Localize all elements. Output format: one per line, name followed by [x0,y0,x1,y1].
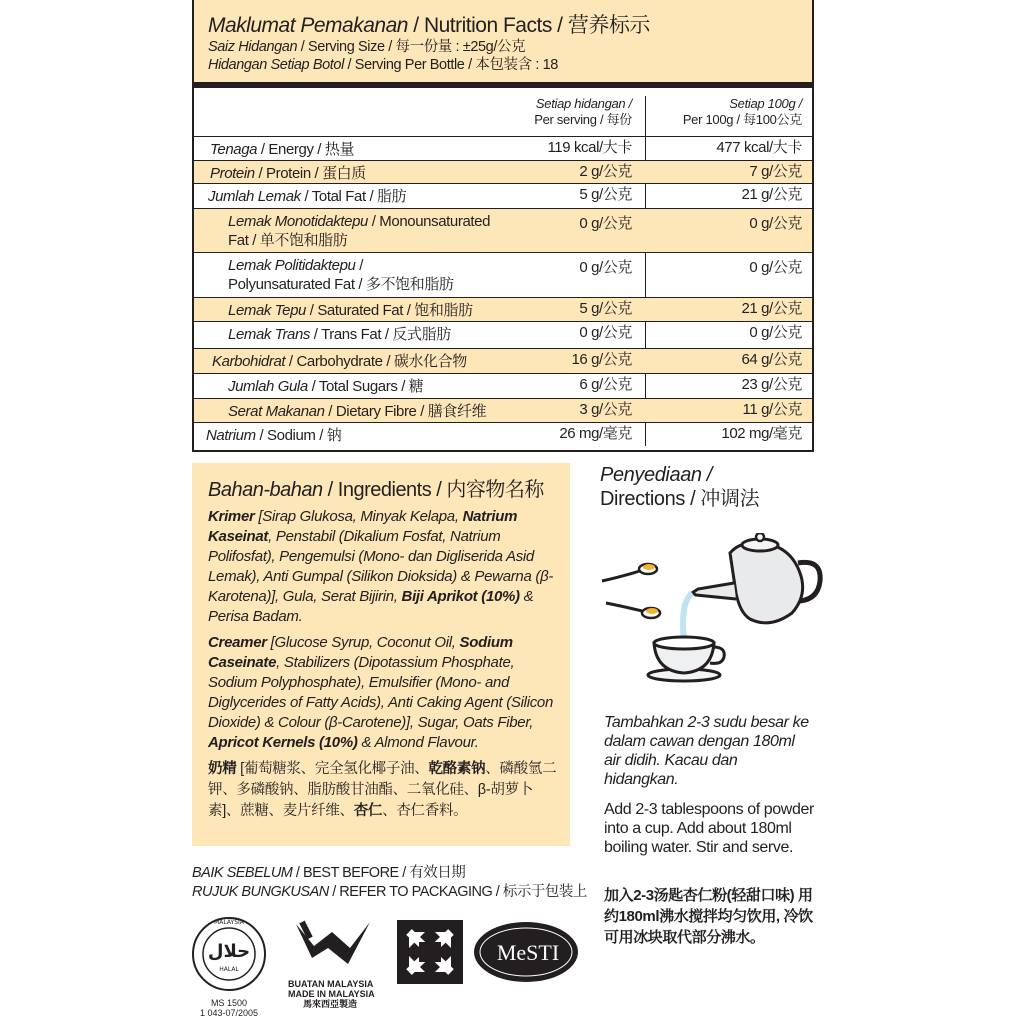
nutrient-label: Serat Makanan / Dietary Fibre / 膳食纤维 [228,403,487,420]
nutrition-header [194,0,812,88]
directions-chinese: 加入2-3汤匙杏仁粉(轻甜口味) 用约180ml沸水搅拌均匀饮用, 冷饮可用冰块取代部分沸水。 [604,887,813,946]
best-before: BAIK SEBELUM / BEST BEFORE / 有效日期 RUJUK BUNGKUSAN / REFER TO PACKAGING / 标示于包装上 [192,865,587,900]
nutrient-row [194,373,812,398]
value-per-100g: 0 g/公克 [749,259,802,276]
nutrient-label: Karbohidrat / Carbohydrate / 碳水化合物 [212,353,467,370]
value-per-100g: 21 g/公克 [741,300,802,317]
halal-logo: MALAYSIA حلال HALAL MS 1500 1 043-07/2005 [190,915,268,1018]
nutrient-label: Jumlah Gula / Total Sugars / 糖 [228,378,424,395]
spoon-icon [602,564,657,581]
nutrient-row [194,252,812,297]
value-per-100g: 102 mg/毫克 [721,425,802,442]
value-per-serving: 0 g/公克 [579,324,632,341]
ingredients-panel [192,463,570,846]
serving-size: Saiz Hidangan / Serving Size / 每一份量 : ±25g/公克 [208,39,526,55]
nutrition-title: Maklumat Pemakanan / Nutrition Facts / 营养标示 [208,14,650,37]
value-per-serving: 26 mg/毫克 [559,425,632,442]
value-per-100g: 23 g/公克 [741,376,802,393]
recycle-icon [395,918,465,986]
cup-icon [648,637,724,681]
col-head-per-serving: Setiap hidangan / Per serving / 每份 [534,96,632,127]
value-per-100g: 64 g/公克 [741,351,802,368]
ingredients-malay: Krimer [Sirap Glukosa, Minyak Kelapa, Natrium Kaseinat, Penstabil (Dikalium Fosfat, Natrium Polifosfat), Pengemulsi (Mono- dan Digliserida Asid Lemak), Anti Gumpal (Silikon Dioksida) & Pewarna (β-Karotena)], Gula, Serat Bijirin, Biji Aprikot (10%) & Perisa Badam. [208,508,554,625]
nutrient-row [194,321,812,348]
nutrition-facts-panel [192,0,814,452]
nutrient-label: Jumlah Lemak / Total Fat / 脂肪 [208,188,407,205]
mesti-badge-icon [472,920,580,984]
directions-title: Penyediaan / Directions / 冲调法 [600,464,760,510]
value-per-serving: 119 kcal/大卡 [547,139,632,156]
made-in-malaysia-logo: BUATAN MALAYSIA MADE IN MALAYSIA 馬來西亞製造 [288,918,372,1009]
nutrient-label: Lemak Politidaktepu / Polyunsaturated Fat / 多不饱和脂肪 [228,257,454,293]
svg-text:MeSTI: MeSTI [496,940,560,965]
nutrient-row [194,297,812,321]
ingredients-title: Bahan-bahan / Ingredients / 内容物名称 [208,479,544,501]
halal-seal-icon [190,915,268,993]
value-per-serving: 6 g/公克 [579,376,632,393]
nutrient-label: Lemak Monotidaktepu / Monounsaturated Fat / 单不饱和脂肪 [228,213,491,249]
ingredients-english: Creamer [Glucose Syrup, Coconut Oil, Sodium Caseinate, Stabilizers (Dipotassium Phosphate, Sodium Polyphosphate), Emulsifier (Mono- and Diglycerides of Fatty Acids), Anti Caking Agent (Silicon Dioxide) & Colour (β-Carotene)], Sugar, Oats Fiber, Apricot Kernels (10%) & Almond Flavour. [208,634,554,751]
teapot-icon [692,533,820,623]
value-per-serving: 16 g/公克 [571,351,632,368]
nutrient-row [194,348,812,373]
directions-panel [600,463,820,963]
directions-malay: Tambahkan 2-3 sudu besar ke dalam cawan dengan 180ml air didih. Kacau dan hidangkan. [604,714,809,788]
nutrient-row [194,136,812,160]
value-per-100g: 0 g/公克 [749,324,802,341]
value-per-serving: 5 g/公克 [579,300,632,317]
value-per-serving: 2 g/公克 [579,163,632,180]
value-per-serving: 0 g/公克 [579,215,632,232]
nutrient-row [194,422,812,446]
nutrient-row [194,160,812,183]
value-per-serving: 3 g/公克 [579,401,632,418]
value-per-serving: 5 g/公克 [579,186,632,203]
spoon-icon [606,603,660,618]
pouring-teapot-illustration [600,533,830,683]
value-per-serving: 0 g/公克 [579,259,632,276]
mesti-logo [472,920,580,984]
svg-text:حلال: حلال [207,941,251,962]
servings-per-bottle: Hidangan Setiap Botol / Serving Per Bottle / 本包装含 : 18 [208,57,558,73]
value-per-100g: 11 g/公克 [742,401,802,418]
nutrient-label: Lemak Trans / Trans Fat / 反式脂肪 [228,326,451,343]
ingredients-chinese: 奶精 [葡萄糖浆、完全氢化椰子油、乾酪素钠、磷酸氫二钾、多磷酸钠、脂肪酸甘油酯、二氧化硅、β-胡萝卜素]、蔗糖、麦片纤维、杏仁、杏仁香料。 [208,761,557,819]
nutrient-row [194,398,812,422]
directions-english: Add 2-3 tablespoons of powder into a cup. Add about 180ml boiling water. Stir and serve. [604,801,814,856]
recycle-logo [395,918,465,986]
nutrient-row [194,183,812,208]
value-per-100g: 477 kcal/大卡 [716,139,802,156]
nutrient-label: Protein / Protein / 蛋白质 [210,165,366,182]
nutrient-label: Lemak Tepu / Saturated Fat / 饱和脂肪 [228,302,473,319]
water-stream [683,593,692,641]
nutrient-label: Tenaga / Energy / 热量 [210,141,355,158]
svg-text:MALAYSIA: MALAYSIA [214,919,244,926]
svg-text:HALAL: HALAL [219,966,239,973]
value-per-100g: 21 g/公克 [741,186,802,203]
nutrient-label: Natrium / Sodium / 钠 [206,427,342,444]
value-per-100g: 7 g/公克 [749,163,802,180]
value-per-100g: 0 g/公克 [749,215,802,232]
col-head-per-100g: Setiap 100g / Per 100g / 每100公克 [682,96,802,127]
nutrient-row [194,208,812,252]
buatan-malaysia-icon [288,918,372,974]
